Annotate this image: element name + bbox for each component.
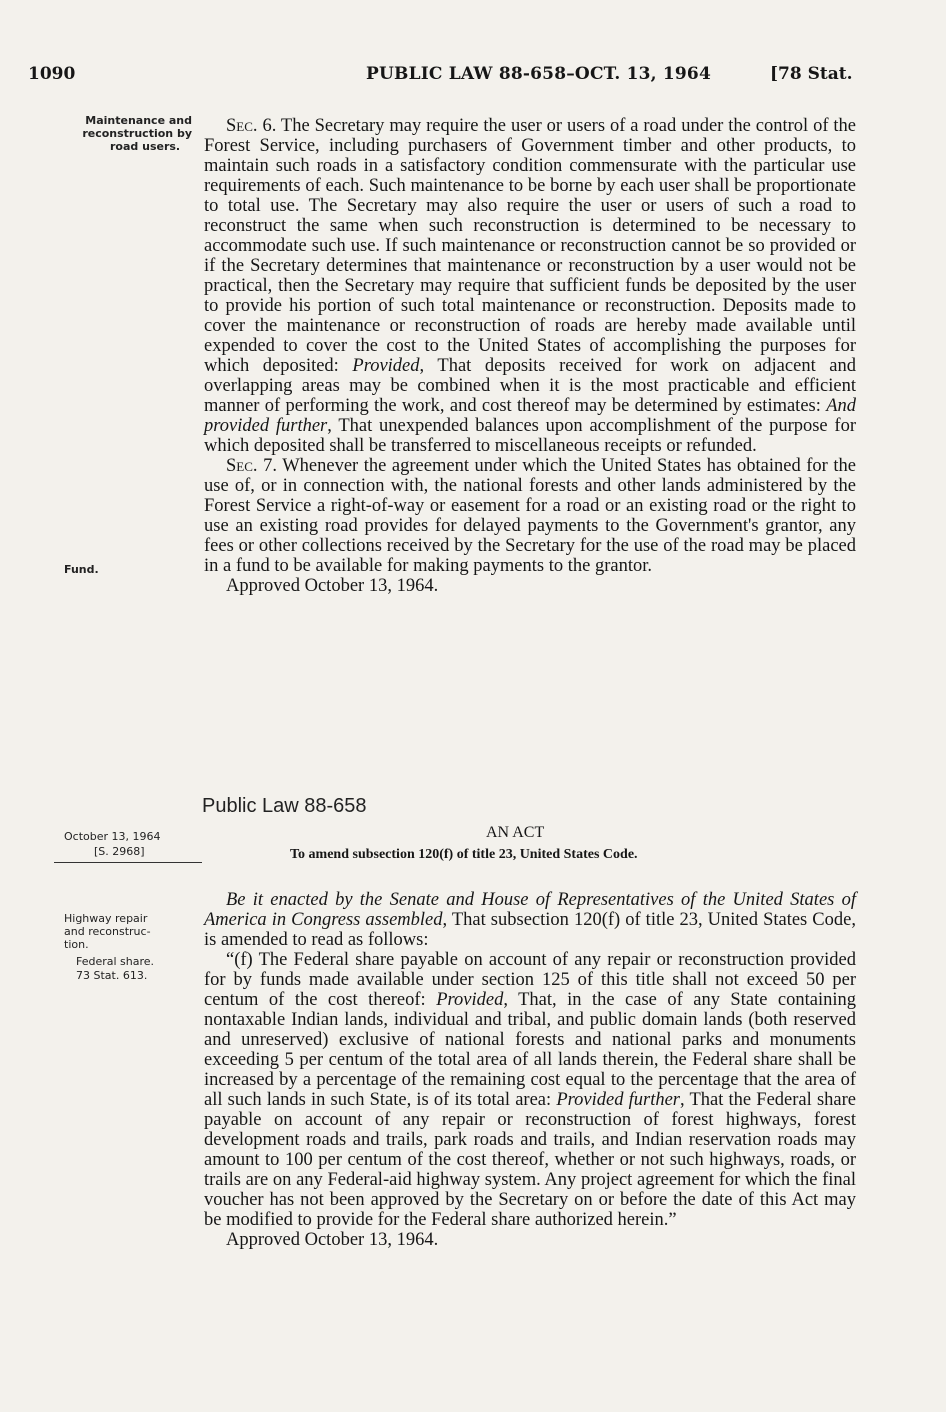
section-label: Sec. 7. — [226, 456, 277, 476]
margin-note-stat-ref: 73 Stat. 613. — [76, 969, 148, 982]
margin-note-line: Maintenance and — [85, 114, 192, 127]
enacting-words: Be it enacted by the Senate and House of Representatives of the United States of America in Congress assembled — [204, 890, 856, 930]
section-text: Whenever the agreement under which the United States has obtained for the use of, or in connection with, the national forests and other lands administered by the Forest Service a right-of-way or easement for a road or an existing road or the right to use an existing road provides for delayed payments to the Government's grantor, any fees or other collections received by the Secretary for the use of the road may be placed in a fund to be available for making payments to the grantor. — [204, 456, 856, 576]
margin-note-highway — [64, 912, 194, 951]
subsection-text: , That the Federal share payable on account of any repair or reconstruction of forest highways, forest development roads and trails, park roads and trails, and Indian reservation roads may amount to 100 per centum of the cost thereof, whether or not such highways, roads, or trails are on any Federal-aid highway system. Any project agreement for which the final voucher has not been approved by the Secretary on or before the date of this Act may be modified to provide for the Federal share authorized herein.” — [204, 1090, 856, 1230]
enacting-text: , That subsection 120(f) of title 23, United States Code, is amended to read as follows: — [204, 910, 856, 950]
section-text: , That unexpended balances upon accomplishment of the purpose for which deposited shall be transferred to miscellaneous receipts or refunded. — [204, 416, 856, 456]
approval-line: Approved October 13, 1964. — [226, 576, 439, 596]
divider-rule — [54, 862, 202, 863]
statute-volume: [78 Stat. — [770, 64, 853, 84]
sections-6-7 — [204, 116, 856, 596]
section-text: The Secretary may require the user or users of a road under the control of the Forest Service, including purchasers of Government timber and other products, to maintain such roads in a satisfactory condition commensurate with the particular use requirements of each. Such maintenance to be borne by each user shall be proportionate to total use. The Secretary may also require the user or users of such a road to reconstruct the same when such reconstruction is determined to be necessary to accommodate such use. If such maintenance or reconstruction cannot be so provided or if the Secretary determines that maintenance or reconstruction by a user would not be practical, then the Secretary may require that sufficient funds be deposited by the user to provide his portion of such total maintenance or reconstruction. Deposits made to cover the maintenance or reconstruction of roads are hereby made available until expended to cover the cost to the United States of accomplishing the purposes for which deposited: — [204, 116, 856, 376]
proviso: And provided further — [204, 396, 856, 436]
margin-note-line: and reconstruc- — [64, 925, 151, 938]
running-header — [0, 64, 946, 88]
proviso: Provided — [352, 356, 420, 376]
section-6 — [204, 116, 856, 456]
margin-note-date: October 13, 1964 — [64, 830, 161, 843]
subsection-f — [204, 950, 856, 1230]
margin-note-line: road users. — [110, 140, 181, 153]
enacting-clause — [204, 890, 856, 950]
section-label: Sec. 6. — [226, 116, 277, 136]
approval-line: Approved October 13, 1964. — [226, 1230, 439, 1250]
proviso: Provided further — [556, 1090, 680, 1110]
act-body — [204, 890, 856, 1250]
subsection-text: “(f) The Federal share payable on account of any repair or reconstruction provided for by funds made available under section 125 of this title shall not exceed 50 per centum of the cost thereof: — [204, 950, 856, 1010]
margin-note-line: reconstruction by — [82, 127, 192, 140]
margin-note-fund: Fund. — [64, 563, 99, 576]
margin-note-federal-share: Federal share. — [76, 955, 155, 968]
section-text: , That deposits received for work on adjacent and overlapping areas may be combined when it is the most practicable and efficient manner of performing the work, and cost thereof may be determined by estimates: — [204, 356, 856, 416]
margin-note-bill: [S. 2968] — [94, 845, 145, 858]
subsection-text: , That, in the case of any State containing nontaxable Indian lands, individual and tribal, and public domain lands (both reserved and unreserved) exclusive of national forests and national parks and monuments exceeding 5 per centum of the total area of all lands therein, the Federal share shall be increased by a percentage of the remaining cost equal to the percentage that the area of all such lands in such State, is of its total area: — [204, 990, 856, 1110]
running-title: PUBLIC LAW 88-658–OCT. 13, 1964 — [366, 64, 711, 84]
proviso: Provided — [436, 990, 504, 1010]
margin-note-line: tion. — [64, 938, 89, 951]
margin-note-line: Highway repair — [64, 912, 148, 925]
margin-note-maintenance — [52, 114, 192, 153]
an-act-heading: AN ACT — [486, 824, 545, 841]
page-number: 1090 — [28, 64, 76, 84]
public-law-heading: Public Law 88-658 — [202, 795, 367, 817]
section-7 — [204, 456, 856, 576]
act-title: To amend subsection 120(f) of title 23, United States Code. — [290, 847, 638, 862]
